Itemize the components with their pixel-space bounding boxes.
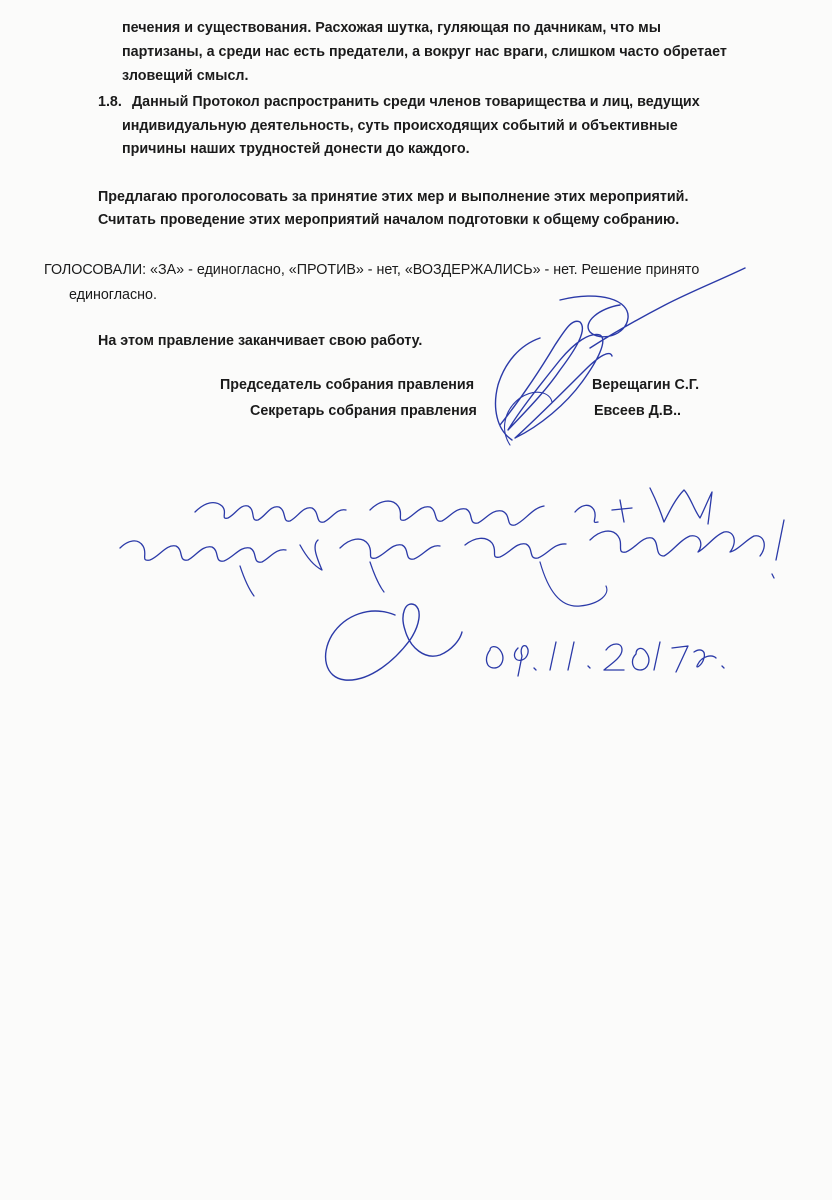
signature-mark-secondary: [505, 392, 552, 445]
note-line-1-ink: [195, 488, 712, 525]
note-line-2-ink: [120, 520, 784, 578]
paragraph-1-7-line-2: партизаны, а среди нас есть предатели, а вокруг нас враги, слишком часто обретает: [122, 44, 727, 60]
paragraph-1-7-line-3: зловещий смысл.: [122, 68, 249, 84]
proposal-line-1: Предлагаю проголосовать за принятие этих мер и выполнение этих мероприятий.: [98, 189, 689, 205]
secretary-name: Евсеев Д.В..: [594, 403, 682, 419]
paragraph-1-7-line-1: печения и существования. Расхожая шутка, гуляющая по дачникам, что мы: [122, 20, 661, 36]
date-signature-mark: [326, 604, 462, 680]
vote-line-1: ГОЛОСОВАЛИ: «ЗА» - единогласно, «ПРОТИВ» - нет, «ВОЗДЕРЖАЛИСЬ» - нет. Решение принято: [44, 262, 700, 278]
chairman-role: Председатель собрания правления: [220, 377, 475, 393]
chairman-name: Верещагин С.Г.: [592, 377, 700, 393]
item-1-8-number: 1.8.: [98, 94, 122, 110]
vote-line-2: единогласно.: [69, 287, 157, 303]
item-1-8-line-2: индивидуальную деятельность, суть происходящих событий и объективные: [122, 118, 678, 134]
item-1-8-line-3: причины наших трудностей донести до каждого.: [122, 141, 470, 157]
closing-statement: На этом правление заканчивает свою работу.: [98, 333, 423, 349]
date-ink: [487, 642, 724, 676]
proposal-line-2: Считать проведение этих мероприятий началом подготовки к общему собранию.: [98, 212, 680, 228]
item-1-8-line-1: Данный Протокол распространить среди членов товарищества и лиц, ведущих: [132, 94, 700, 110]
secretary-role: Секретарь собрания правления: [250, 403, 477, 419]
note-descender: [240, 562, 607, 606]
